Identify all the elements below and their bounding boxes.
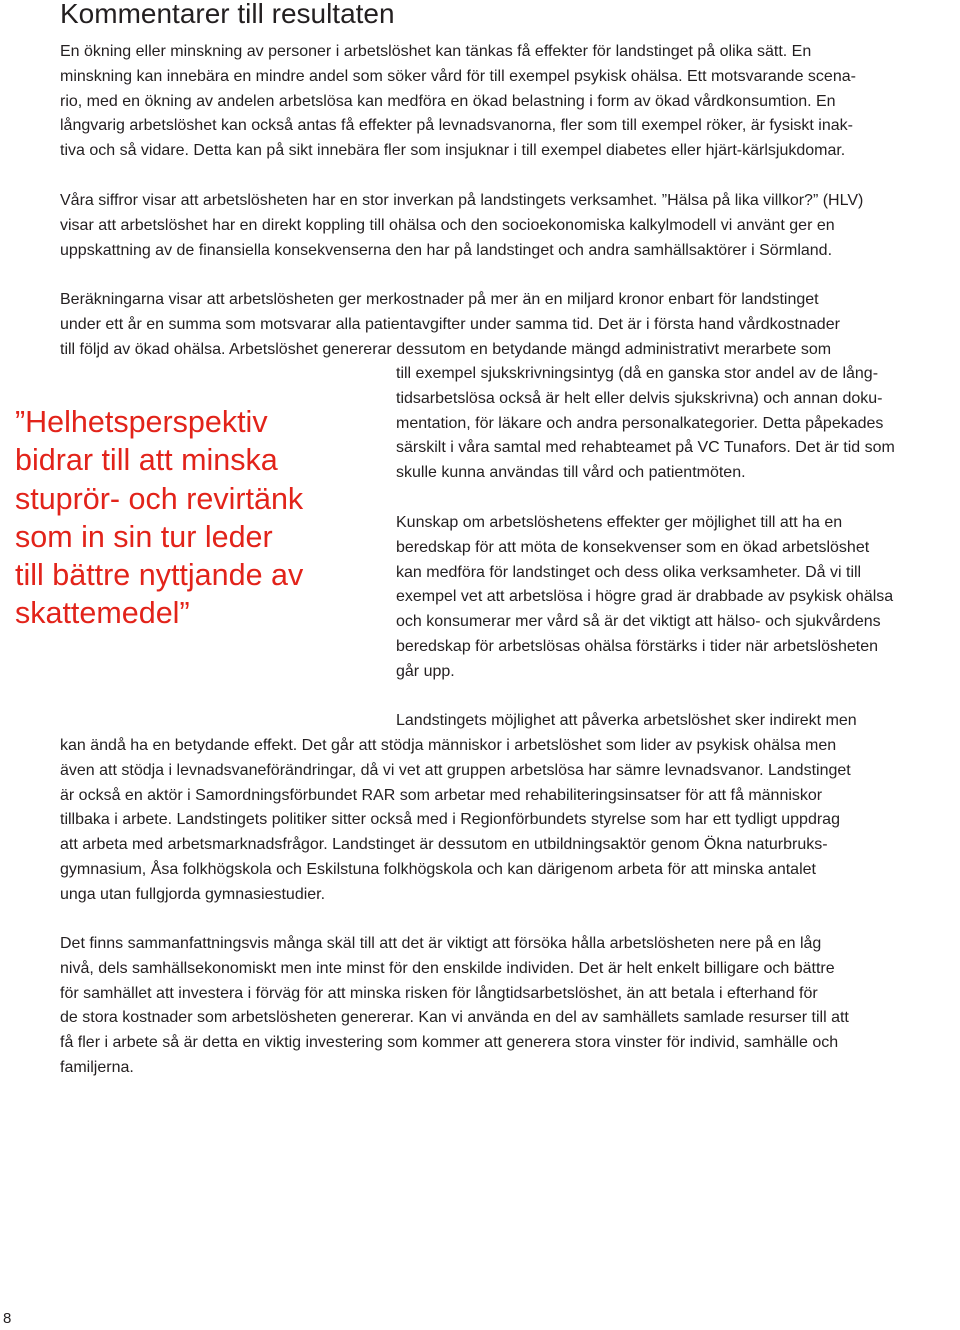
pull-quote-line: bidrar till att minska: [15, 443, 278, 478]
pull-quote-line: till bättre nyttjande av: [15, 558, 304, 593]
text-line: Landstingets möjlighet att påverka arbetslöshet sker indirekt men: [396, 712, 857, 729]
text-line: rio, med en ökning av andelen arbetslösa kan medföra en ökad belastning i form av ökad vårdkonsumtion. En: [60, 92, 836, 110]
text-line: även att stödja i levnadsvaneförändringar, då vi vet att gruppen arbetslösa har sämre levnadsvanor. Landstinget: [60, 761, 851, 779]
text-line: kan medföra för landstinget och dess olika verksamheter. Då vi till: [396, 563, 862, 581]
paragraph-effects: [60, 40, 856, 164]
text-line: under ett år en summa som motsvarar alla patientavgifter under samma tid. Det är i första hand vårdkostnader: [60, 315, 840, 333]
page-title: Kommentarer till resultaten: [60, 0, 395, 29]
text-line: skulle kunna användas till vård och patientmöten.: [396, 464, 746, 482]
pull-quote-line: skattemedel”: [15, 596, 190, 631]
paragraph-figures: [60, 189, 863, 263]
text-line: är också en aktör i Samordningsförbundet RAR som arbetar med rehabiliteringsinsatser för att få människor: [60, 786, 823, 804]
paragraph-knowledge: [396, 511, 893, 685]
paragraph-calculations-continued: [396, 362, 895, 486]
text-line: minskning kan innebära en mindre andel som söker vård för till exempel psykisk ohälsa. Ett motsvarande scena-: [60, 67, 856, 85]
page-number: 8: [3, 1310, 12, 1327]
text-line: En ökning eller minskning av personer i arbetslöshet kan tänkas få effekter för landstinget på olika sätt. En: [60, 43, 812, 60]
pull-quote-line: ”Helhetsperspektiv: [15, 405, 268, 439]
text-line: tidsarbetslösa också är helt eller delvis sjukskrivna) och annan doku-: [396, 389, 883, 407]
text-line: beredskap för arbetslösas ohälsa förstärks i tider när arbetslösheten: [396, 637, 879, 655]
text-line: beredskap för att möta de konsekvenser som en ökad arbetslöshet: [396, 538, 870, 556]
text-line: Våra siffror visar att arbetslösheten har en stor inverkan på landstingets verksamhet. ”Hälsa på lika villkor?” (HLV): [60, 192, 864, 209]
text-line: för samhället att investera i förväg för att minska risken för långtidsarbetslöshet, än att betala i efterhand för: [60, 984, 818, 1002]
pull-quote-line: stuprör- och revirtänk: [15, 481, 304, 516]
text-line: familjerna.: [60, 1058, 134, 1076]
pull-quote-line: som in sin tur leder: [15, 519, 273, 554]
text-line: uppskattning av de finansiella konsekvenserna den har på landstinget och andra samhällsaktörer i Sörmland.: [60, 241, 833, 259]
text-line: nivå, dels samhällsekonomiskt men inte minst för den enskilde individen. Det är helt enkelt billigare och bättre: [60, 959, 835, 977]
text-line: Beräkningarna visar att arbetslösheten ger merkostnader på mer än en miljard kronor enbart för landstinget: [60, 291, 819, 308]
text-line: gymnasium, Åsa folkhögskola och Eskilstuna folkhögskola och kan därigenom arbeta för att minska antalet: [60, 860, 816, 878]
paragraph-influence: [60, 734, 851, 908]
paragraph-calculations: [60, 288, 840, 362]
text-line: tiva och så vidare. Detta kan på sikt innebära fler som insjuknar i till exempel diabetes eller hjärt-kärlsjukdomar.: [60, 142, 846, 160]
text-line: mentation, för läkare och andra personalkategorier. Detta påpekades: [396, 414, 884, 432]
text-line: går upp.: [396, 662, 455, 680]
text-line: tillbaka i arbete. Landstingets politiker sitter också med i Regionförbundets styrelse som har ett tydligt uppdrag: [60, 811, 840, 829]
paragraph-summary: [60, 932, 849, 1081]
text-line: till följd av ökad ohälsa. Arbetslöshet genererar dessutom en betydande mängd administrativt merarbete som: [60, 340, 832, 358]
text-line: Det finns sammanfattningsvis många skäl till att det är viktigt att försöka hålla arbetslösheten nere på en låg: [60, 935, 822, 952]
text-line: och konsumerar mer vård så är det viktigt att hälso- och sjukvårdens: [396, 613, 881, 631]
text-line: de stora kostnader som arbetslösheten genererar. Kan vi använda en del av samhällets samlade resurser till att: [60, 1009, 849, 1027]
text-line: kan ändå ha en betydande effekt. Det går att stödja människor i arbetslöshet som lider av psykisk ohälsa men: [60, 737, 837, 754]
text-line: Kunskap om arbetslöshetens effekter ger möjlighet till att ha en: [396, 514, 843, 531]
text-line: få fler i arbete så är detta en viktig investering som kommer att generera stora vinster för individ, samhälle och: [60, 1034, 839, 1052]
text-line: exempel vet att arbetslösa i högre grad är drabbade av psykisk ohälsa: [396, 588, 894, 606]
text-line: att arbeta med arbetsmarknadsfrågor. Landstinget är dessutom en utbildningsaktör genom Ökna naturbruks-: [60, 836, 828, 854]
text-line: unga utan fullgjorda gymnasiestudier.: [60, 885, 326, 903]
text-line: särskilt i våra samtal med rehabteamet på VC Tunafors. Det är tid som: [396, 439, 895, 457]
text-line: långvarig arbetslöshet kan också antas få effekter på levnadsvanorna, fler som till exempel röker, är fysiskt inak-: [60, 117, 853, 135]
text-line: till exempel sjukskrivningsintyg (då en ganska stor andel av de lång-: [396, 365, 879, 382]
text-line: visar att arbetslöshet har en direkt koppling till ohälsa och den socioekonomiska kalkylmodell vi använt ger en: [60, 216, 835, 234]
pull-quote: [15, 403, 303, 633]
paragraph-influence-first-line: [396, 709, 857, 734]
